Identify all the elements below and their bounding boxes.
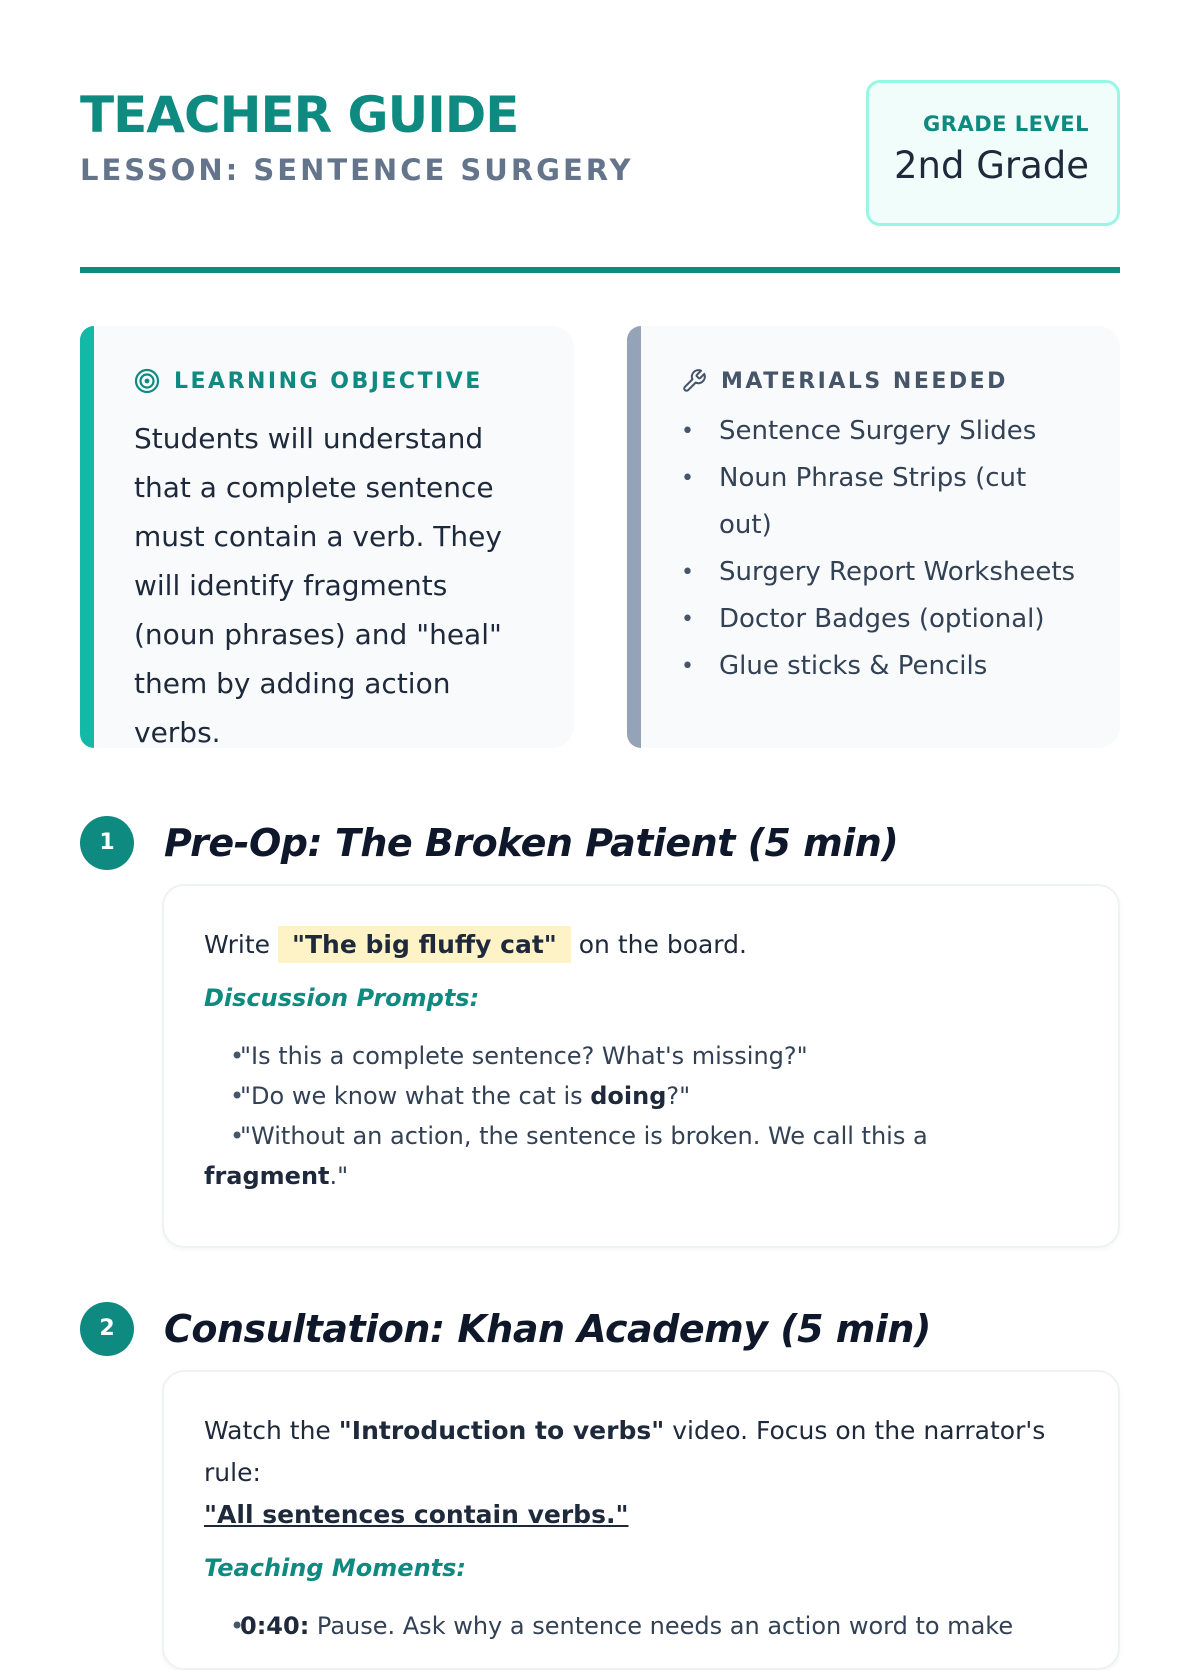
- section-number-badge: 2: [80, 1302, 134, 1356]
- section-title: Pre-Op: The Broken Patient (5 min): [164, 821, 899, 865]
- intro-text: video. Focus on the narrator's rule:: [204, 1416, 1046, 1487]
- section-content-box: [162, 1370, 1120, 1670]
- header-divider: [80, 267, 1120, 273]
- discussion-prompts-list: [204, 1036, 1078, 1196]
- section-title: Consultation: Khan Academy (5 min): [164, 1307, 931, 1351]
- prompt-text: .": [329, 1162, 349, 1190]
- timestamp: 0:40:: [240, 1612, 310, 1640]
- list-item: • Doctor Badges (optional): [681, 596, 1080, 643]
- highlighted-phrase: "The big fluffy cat": [278, 926, 571, 963]
- intro-text: Write: [204, 930, 271, 959]
- page-title: TEACHER GUIDE: [80, 86, 519, 144]
- teacher-guide-page: [80, 0, 1120, 1640]
- list-item: • Glue sticks & Pencils: [681, 643, 1080, 690]
- list-item: •"Is this a complete sentence? What's missing?": [230, 1042, 808, 1070]
- list-item: • Noun Phrase Strips (cut out): [681, 455, 1080, 549]
- wrench-icon: [681, 368, 707, 394]
- teaching-moments-label: Teaching Moments:: [204, 1554, 467, 1582]
- section-intro: [204, 924, 1078, 966]
- guide-header: [80, 80, 1120, 230]
- materials-needed-card: [627, 326, 1120, 748]
- list-item: • Sentence Surgery Slides: [681, 408, 1080, 455]
- discussion-prompts-label: Discussion Prompts:: [204, 984, 480, 1012]
- learning-objective-heading: LEARNING OBJECTIVE: [174, 368, 483, 394]
- teaching-moments-list: [204, 1606, 1078, 1646]
- grade-level-value: 2nd Grade: [893, 144, 1089, 187]
- prompt-text: ?": [666, 1082, 691, 1110]
- lesson-subtitle: LESSON: SENTENCE SURGERY: [80, 153, 634, 187]
- learning-objective-header: [134, 366, 534, 396]
- materials-needed-heading: MATERIALS NEEDED: [721, 368, 1008, 394]
- section-content-box: [162, 884, 1120, 1248]
- learning-objective-text: Students will understand that a complete sentence must contain a verb. They will identify fragments (noun phrases) and "heal" them by adding action verbs.: [134, 422, 502, 749]
- target-icon: [134, 368, 160, 394]
- prompt-emphasis: fragment: [204, 1162, 330, 1190]
- grade-level-badge: [866, 80, 1120, 226]
- video-title: "Introduction to verbs": [338, 1416, 665, 1445]
- section-number-badge: 1: [80, 816, 134, 870]
- prompt-text: "Without an action, the sentence is broken. We call this a: [240, 1122, 928, 1150]
- prompt-text: "Do we know what the cat is: [240, 1082, 591, 1110]
- list-item: •"Without an action, the sentence is broken. We call this a fragment.": [204, 1122, 928, 1190]
- list-item: •0:40: Pause. Ask why a sentence needs an action word to make: [230, 1612, 1014, 1640]
- moment-text: Pause. Ask why a sentence needs an action word to make: [309, 1612, 1014, 1640]
- prompt-text: "Is this a complete sentence? What's missing?": [240, 1042, 808, 1070]
- list-item: • Surgery Report Worksheets: [681, 549, 1080, 596]
- materials-list: [681, 408, 1080, 690]
- materials-needed-header: [681, 366, 1080, 396]
- list-item: •"Do we know what the cat is doing?": [230, 1082, 691, 1110]
- intro-text: Watch the: [204, 1416, 339, 1445]
- intro-text: on the board.: [578, 930, 747, 959]
- section-intro: [204, 1410, 1078, 1536]
- grade-level-label: GRADE LEVEL: [923, 112, 1089, 136]
- prompt-emphasis: doing: [590, 1082, 667, 1110]
- learning-objective-card: [80, 326, 574, 748]
- narrator-rule: "All sentences contain verbs.": [204, 1500, 629, 1529]
